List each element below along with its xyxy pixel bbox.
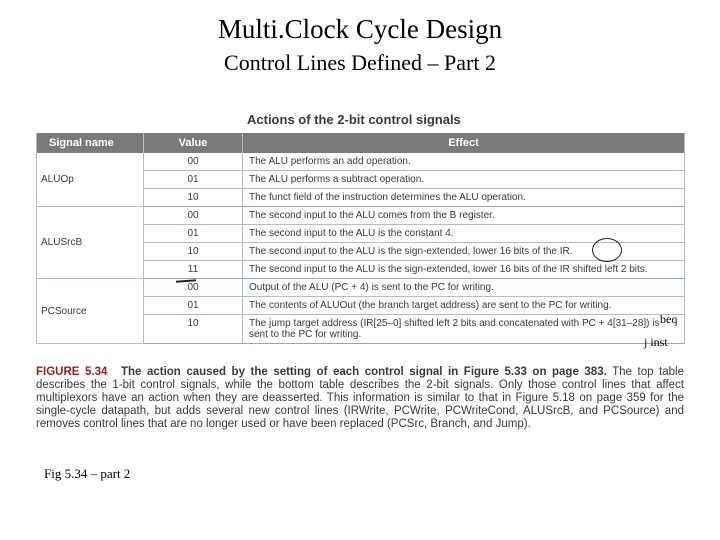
value-cell: 00 xyxy=(144,207,243,225)
handwritten-circle-mark xyxy=(592,238,622,262)
value-cell: 01 xyxy=(144,171,243,189)
value-cell: 00 xyxy=(144,279,243,297)
table-row xyxy=(37,153,685,171)
table-caption: Actions of the 2-bit control signals xyxy=(247,112,461,127)
value-cell: 11 xyxy=(144,261,243,279)
effect-cell: The funct field of the instruction determines the ALU operation. xyxy=(243,189,685,207)
value-cell: 00 xyxy=(144,153,243,171)
effect-cell: The second input to the ALU is the sign-extended, lower 16 bits of the IR shifted left 2 bits. xyxy=(243,261,685,279)
table-header-row xyxy=(37,133,685,153)
effect-cell: Output of the ALU (PC + 4) is sent to the PC for writing. xyxy=(243,279,685,297)
table-row xyxy=(37,207,685,225)
effect-cell: The second input to the ALU comes from the B register. xyxy=(243,207,685,225)
effect-cell: The contents of ALUOut (the branch target address) are sent to the PC for writing. xyxy=(243,297,685,315)
signal-aluop: ALUOp xyxy=(37,153,144,207)
header-value: Value xyxy=(144,133,243,153)
effect-cell: The second input to the ALU is the constant 4. xyxy=(243,225,685,243)
value-cell: 10 xyxy=(144,315,243,344)
annotation-beq: beq xyxy=(660,312,678,326)
effect-cell: The ALU performs an add operation. xyxy=(243,153,685,171)
slide-title: Multi.Clock Cycle Design xyxy=(217,14,503,44)
annotation-j-inst: j inst xyxy=(644,335,668,349)
signal-pcsource: PCSource xyxy=(37,279,144,344)
header-signal-name: Signal name xyxy=(37,133,144,153)
value-cell: 10 xyxy=(144,189,243,207)
effect-cell: The jump target address (IR[25–0] shifted left 2 bits and concatenated with PC + 4[31–28]) is sent to the PC for writing. xyxy=(243,315,685,344)
effect-cell: The second input to the ALU is the sign-extended, lower 16 bits of the IR. xyxy=(243,243,685,261)
signal-alusrcb: ALUSrcB xyxy=(37,207,144,279)
figure-text: The top table describes the 1-bit control signals, while the bottom table describes the 2-bit signals. Only those control lines that affect multiplexors have an action when they are deasserted. This information is similar to that in Figure 5.18 on page 359 for the single-cycle datapath, but adds several new control lines (IRWrite, PCWrite, PCWriteCond, ALUSrcB, and PCSource) and removes control lines that are no longer used or have been replaced (PCSrc, Branch, and Jump). xyxy=(36,366,684,430)
slide-subtitle: Control Lines Defined – Part 2 xyxy=(224,50,496,75)
header-effect: Effect xyxy=(243,133,685,153)
control-signals-table xyxy=(36,133,685,344)
figure-label: FIGURE 5.34 xyxy=(36,366,108,378)
effect-cell: The ALU performs a subtract operation. xyxy=(243,171,685,189)
figure-caption xyxy=(36,366,684,431)
figure-reference: Fig 5.34 – part 2 xyxy=(44,466,131,481)
value-cell: 10 xyxy=(144,243,243,261)
table-row xyxy=(37,279,685,297)
figure-lead: The action caused by the setting of each control signal in Figure 5.33 on page 383. xyxy=(120,366,607,378)
value-cell: 01 xyxy=(144,297,243,315)
value-cell: 01 xyxy=(144,225,243,243)
